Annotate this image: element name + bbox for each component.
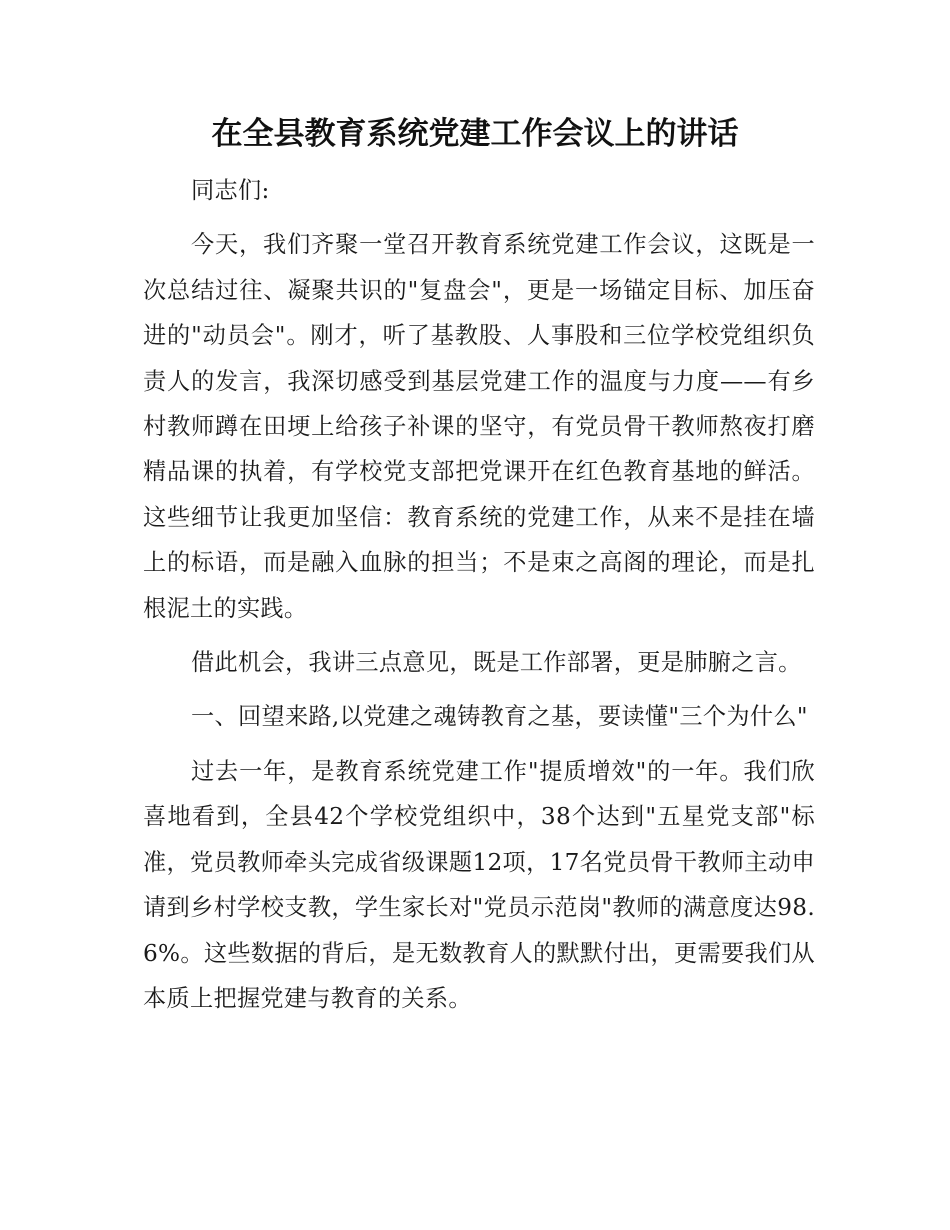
paragraph-intro: 借此机会，我讲三点意见，既是工作部署，更是肺腑之言。	[191, 649, 802, 677]
salutation: 同志们:	[191, 177, 270, 204]
paragraph-review: 过去一年，是教育系统党建工作"提质增效"的一年。我们欣喜地看到，全县42个学校党组织中，38个达到"五星党支部"标准，党员教师牵头完成省级课题12项，17名党员骨干教师主动申请到乡村学校支教，学生家长对"党员示范岗"教师的满意度达98.6%。这些数据的背后，是无数教育人的默默付出，更需要我们从本质上把握党建与教育的关系。	[143, 757, 815, 1012]
document-body	[143, 168, 815, 1021]
document-title: 在全县教育系统党建工作会议上的讲话	[211, 116, 739, 152]
section-heading-one: 一、回望来路,以党建之魂铸教育之基，要读懂"三个为什么"	[191, 703, 808, 731]
paragraph-opening: 今天，我们齐聚一堂召开教育系统党建工作会议，这既是一次总结过往、凝聚共识的"复盘会"，更是一场锚定目标、加压奋进的"动员会"。刚才，听了基教股、人事股和三位学校党组织负责人的发言，我深切感受到基层党建工作的温度与力度——有乡村教师蹲在田埂上给孩子补课的坚守，有党员骨干教师熬夜打磨精品课的执着，有学校党支部把党课开在红色教育基地的鲜活。这些细节让我更加坚信：教育系统的党建工作，从来不是挂在墙上的标语，而是融入血脉的担当；不是束之高阁的理论，而是扎根泥土的实践。	[143, 231, 815, 622]
